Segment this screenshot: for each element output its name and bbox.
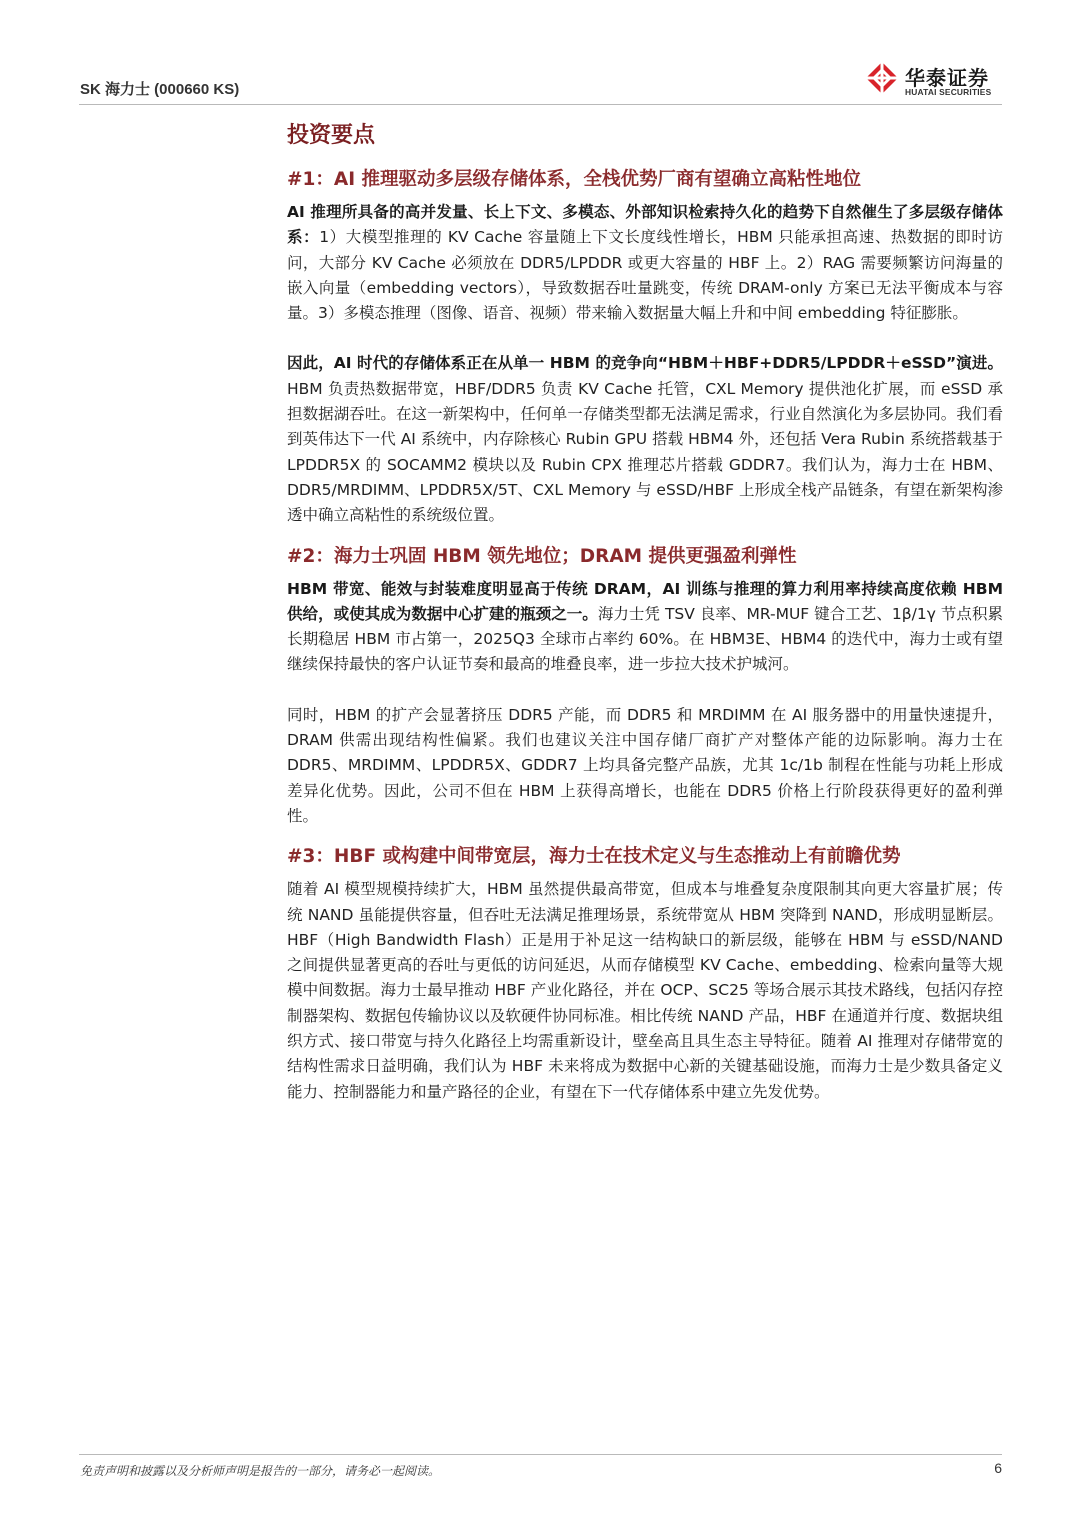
paragraph-body: 随着 AI 模型规模持续扩大，HBM 虽然提供最高带宽，但成本与堆叠复杂度限制其向更大容量扩展；传统 NAND 虽能提供容量，但吞吐无法满足推理场景，系统带宽从 HBM 突降到 NAND，形成明显断层。HBF（High Bandwidth Flash）正是用于补足这一结构缺口的新层级，能够在 HBM 与 eSSD/NAND 之间提供显著更高的吞吐与更低的访问延迟，从而存储模型 KV Cache、embedding、检索向量等大规模中间数据。海力士最早推动 HBF 产业化路径，并在 OCP、SC25 等场合展示其技术路线，包括闪存控制器架构、数据包传输协议以及软硬件协同标准。相比传统 NAND 产品，HBF 在通道并行度、数据块组织方式、接口带宽与持久化路径上均需重新设计，壁垒高且具生态主导特征。随着 AI 推理对存储带宽的结构性需求日益明确，我们认为 HBF 未来将成为数据中心新的关键基础设施，而海力士是少数具备定义能力、控制器能力和量产路径的企业，有望在下一代存储体系中建立先发优势。 [287,880,1003,1101]
section-heading: #1：AI 推理驱动多层级存储体系，全栈优势厂商有望确立高粘性地位 [287,169,862,190]
section-heading: #3：HBF 或构建中间带宽层，海力士在技术定义与生态推动上有前瞻优势 [287,846,901,868]
logo-text-cn: 华泰证券 [905,66,989,90]
page-number: 6 [994,1460,1002,1476]
paragraph [287,577,1003,678]
paragraph-body: HBM 负责热数据带宽，HBF/DDR5 负责 KV Cache 托管，CXL Memory 提供池化扩展，而 eSSD 承担数据湖吞吐。在这一新架构中，任何单一存储类型都无法满足需求，行业自然演化为多层协同。我们看到英伟达下一代 AI 系统中，内存除核心 Rubin GPU 搭载 HBM4 外，还包括 Vera Rubin 系统搭载基于 LPDDR5X 的 SOCAMM2 模块以及 Rubin CPX 推理芯片搭载 GDDR7。我们认为，海力士在 HBM、DDR5/MRDIMM、LPDDR5X/5T、CXL Memory 与 eSSD/HBF 上形成全栈产品链条，有望在新架构渗透中确立高粘性的系统级位置。 [287,379,1003,525]
report-header-company: SK 海力士 (000660 KS) [80,81,240,98]
section-2 [287,537,1003,830]
main-content [287,118,1003,1105]
paragraph-lead: 因此，AI 时代的存储体系正在从单一 HBM 的竞争向“HBM＋HBF+DDR5/LPDDR＋eSSD”演进。 [287,354,1003,373]
paragraph [287,703,1003,829]
page-title: 投资要点 [287,122,376,148]
paragraph-body: 同时，HBM 的扩产会显著挤压 DDR5 产能，而 DDR5 和 MRDIMM 在 AI 服务器中的用量快速提升，DRAM 供需出现结构性偏紧。我们也建议关注中国存储厂商扩产对整体产能的边际影响。海力士在 DDR5、MRDIMM、LPDDR5X、GDDR7 上均具备完整产品族，尤其 1c/1b 制程在性能与功耗上形成差异化优势。因此，公司不但在 HBM 上获得高增长，也能在 DDR5 价格上行阶段获得更好的盈利弹性。 [287,705,1003,825]
paragraph-lead: HBM 带宽、能效与封装难度明显高于传统 DRAM，AI 训练与推理的算力利用率持续高度依赖 HBM 供给，或使其成为数据中心扩建的瓶颈之一。 [287,579,1003,623]
header-divider [79,104,1002,105]
paragraph-body: 海力士凭 TSV 良率、MR-MUF 键合工艺、1β/1γ 节点积累长期稳居 HBM 市占第一，2025Q3 全球市占率约 60%。在 HBM3E、HBM4 的迭代中，海力士或有望继续保持最快的客户认证节奏和最高的堆叠良率，进一步拉大技术护城河。 [287,604,1003,674]
huatai-logo [864,60,1004,100]
footer-divider [79,1454,1002,1455]
section-heading: #2：海力士巩固 HBM 领先地位；DRAM 提供更强盈利弹性 [287,545,797,567]
paragraph [287,351,1003,528]
footer-disclaimer: 免责声明和披露以及分析师声明是报告的一部分，请务必一起阅读。 [80,1464,441,1478]
section-3 [287,837,1003,1105]
paragraph [287,200,1003,326]
logo-text-en: HUATAI SECURITIES [905,87,992,97]
paragraph [287,877,1003,1105]
paragraph-body: 1）大模型推理的 KV Cache 容量随上下文长度线性增长，HBM 只能承担高速、热数据的即时访问，大部分 KV Cache 必须放在 DDR5/LPDDR 或更大容量的 HBF 上。2）RAG 需要频繁访问海量的嵌入向量（embedding vectors），导致数据吞吐量跳变，传统 DRAM-only 方案已无法平衡成本与容量。3）多模态推理（图像、语音、视频）带来输入数据量大幅上升和中间 embedding 特征膨胀。 [287,228,1003,323]
logo-mark-icon [864,60,900,96]
section-1 [287,160,1003,529]
paragraph-lead: AI 推理所具备的高并发量、长上下文、多模态、外部知识检索持久化的趋势下自然催生了多层级存储体系： [287,203,1003,247]
